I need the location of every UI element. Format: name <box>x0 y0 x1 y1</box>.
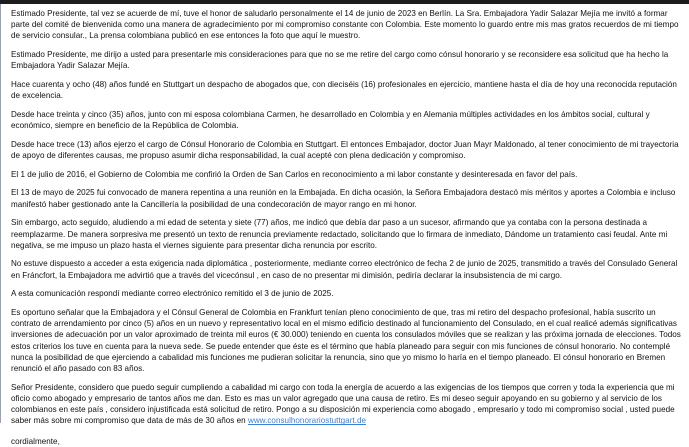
final-paragraph-text: Señor Presidente, considero que puedo seguir cumpliendo a cabalidad mi cargo con toda la energía de acuerdo a las exigencias de los tiempos que corren y toda la experiencia que mi oficio como abogado y empresario de tantos años me dan. Esto es mas un valor agregado que una causa de retiro. Es mi deseo seguir apoyando en su gobierno y al servicio de los colombianos en este país , considero injustificada está solicitud de retiro. Pongo a su disposición mi experiencia como abogado , empresario y todo mi compromiso social , usted puede saber más sobre mi compromiso que data de más de 30 años en <box>11 382 675 426</box>
paragraph-9: No estuve dispuesto a acceder a esta exigencia nada diplomática , posteriormente, mediante correo electrónico de fecha 2 de junio de 2025, transmitido a través del Consulado General en Fráncfort, la Embajadora me advirtió que a través del vicecónsul , en caso de no presentar mi dimisión, pediría declarar la insubsistencia de mi cargo. <box>11 259 678 280</box>
paragraph-11: Es oportuno señalar que la Embajadora y el Cónsul General de Colombia en Frankfurt tenían pleno conocimiento de que, tras mi retiro del despacho profesional, había suscrito un contrato de arrendamiento por cinco (5) años en un nuevo y representativo local en el mismo edificio destinado al funcionamiento del Consulado, en el cual realicé además significativas inversiones de adecuación por un valor aproximado de treinta mil euros (€ 30.000) teniendo en cuenta los consulados móviles que se realizan y las próxima jornada de elecciones. Todos estos criterios los tuve en cuenta para la nueva sede. Se puede entender que éste es el término que había planeado para seguir con mis funciones de cónsul honorario. No contemplé nunca la posibilidad de que ejerciendo a cabalidad mis funciones me pudieran solicitar la renuncia, sino que yo mismo lo haría en el tiempo planeado. El cónsul honorario en Bremen renunció el año pasado con 83 años. <box>11 308 681 374</box>
paragraph-3: Hace cuarenta y ocho (48) años fundé en Stuttgart un despacho de abogados que, con dieciséis (16) profesionales en ejercicio, mantiene hasta el día de hoy una reconocida reputación de excelencia. <box>11 80 677 101</box>
letter-body <box>0 4 689 446</box>
consulate-website-link[interactable]: www.consulhonorariostuttgart.de <box>247 416 366 426</box>
paragraph-7: El 13 de mayo de 2025 fui convocado de manera repentina a una reunión en la Embajada. En dicha ocasión, la Señora Embajadora destacó mis méritos y aportes a Colombia e incluso manifestó haber gestionado ante la Cancillería la posibilidad de una condecoración de mayor rango en mi honor. <box>11 188 676 209</box>
paragraph-1: Estimado Presidente, tal vez se acuerde de mí, tuve el honor de saludarlo personalmente el 14 de junio de 2023 en Berlín. La Sra. Embajadora Yadir Salazar Mejía me invitó a formar parte del comité de bienvenida como una manera de agradecimiento por mi compromiso constante con Colombia. Este momento lo guardo entre mis mas gratos recuerdos de mi tiempo de servicio consular., La prensa colombiana publicó en ese entonces la foto que aquí le muestro. <box>11 9 679 41</box>
paragraph-12-final <box>11 382 683 427</box>
paragraph-8: Sin embargo, acto seguido, aludiendo a mi edad de setenta y siete (77) años, me indicó que debía dar paso a un sucesor, afirmando que ya contaba con la persona destinada a reemplazarme. De manera sorpresiva me presentó un texto de renuncia previamente redactado, solicitando que lo firmara de inmediato, Dándome un tratamiento casi feudal. Ante mi negativa, se me impuso un plazo hasta el viernes siguiente para presentar dicha renuncia por escrito. <box>11 218 668 250</box>
paragraph-4: Desde hace treinta y cinco (35) años, junto con mi esposa colombiana Carmen, he desarrollado en Colombia y en Alemania múltiples actividades en los ámbitos social, cultural y económico, siempre en beneficio de la República de Colombia. <box>11 109 650 131</box>
paragraph-2: Estimado Presidente, me dirijo a usted para presentarle mis consideraciones para que no se me retire del cargo como cónsul honorario y se reconsidere esa solicitud que ha hecho la Embajadora Yadir Salazar Mejía. <box>11 50 669 71</box>
paragraph-6: El 1 de julio de 2016, el Gobierno de Colombia me confirió la Orden de San Carlos en reconocimiento a mi labor constante y desinteresada en favor del país. <box>11 169 578 179</box>
closing-line: cordialmente, <box>11 436 60 446</box>
paragraph-10: A esta comunicación respondí mediante correo electrónico remitido el 3 de junio de 2025. <box>11 289 334 299</box>
paragraph-5: Desde hace trece (13) años ejerzo el cargo de Cónsul Honorario de Colombia en Stuttgart. El entonces Embajador, doctor Juan Mayr Maldonado, al tener conocimiento de mi trayectoria de apoyo de diferentes causas, me propuso asumir dicha responsabilidad, la cual acepté con plena dedicación y compromiso. <box>11 139 679 161</box>
